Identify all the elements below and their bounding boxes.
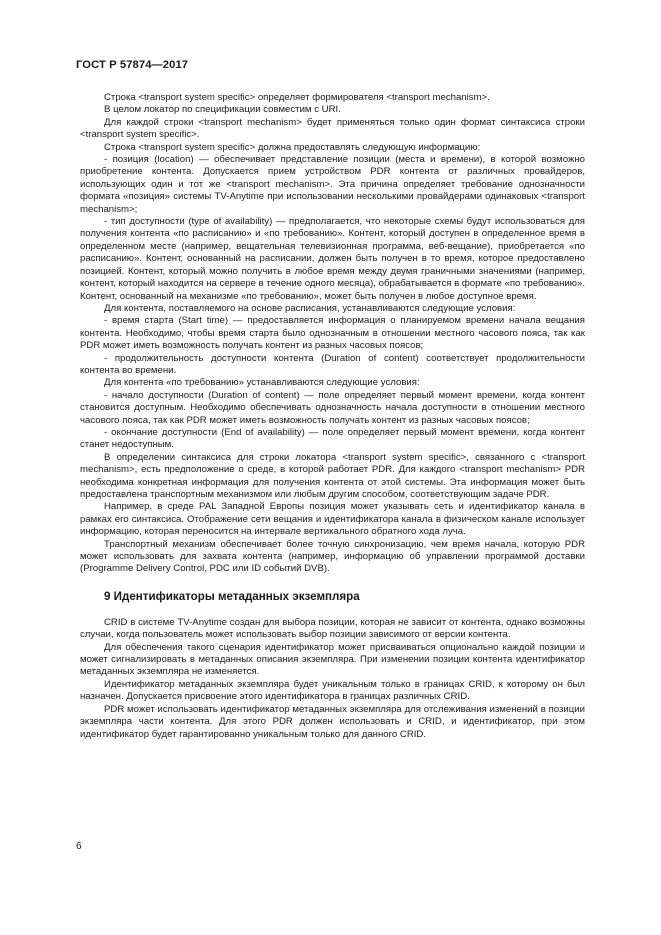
- paragraph: Идентификатор метаданных экземпляра будет уникальным только в границах CRID, к которому он был назначен. Допускается присвоение этого идентификатора в границах различных CRID.: [80, 678, 585, 703]
- list-item: - тип доступности (type of availability) — предполагается, что некоторые схемы будут использоваться для получения контента «по расписанию» и «по требованию». Контент, который доступен в определенное время в определенном месте (например, вещательная телевизионная программа, веб-вещание), приобретается «по расписанию». Контент, основанный на расписании, должен быть получен в то время, которое предоставлено позицией. Контент, который можно получить в любое время между двумя граничными значениями (например, контент, который находится на сервере в течение одного месяца), обрабатывается в формате «по требованию». Контент, основанный на механизме «по требованию», может быть получен в любое доступное время.: [80, 216, 585, 302]
- page-number: 6: [76, 841, 82, 852]
- paragraph: Для обеспечения такого сценария идентификатор может присваиваться опционально каждой позиции и может сигнализировать в метаданных описания экземпляра. При изменении позиции контента идентификатор метаданных экземпляра не изменяется.: [80, 641, 585, 678]
- standard-code-header: ГОСТ Р 57874—2017: [76, 59, 189, 71]
- list-item: - время старта (Start time) — предоставляется информация о планируемом времени начала вещания контента. Необходимо, чтобы время старта было однозначным в отношении местного часового пояса, так как PDR может иметь возможность получать контент из разных часовых поясов;: [80, 315, 585, 352]
- list-item: - окончание доступности (End of availability) — поле определяет первый момент времени, когда контент станет недоступным.: [80, 426, 585, 451]
- list-item: - позиция (location) — обеспечивает представление позиции (места и времени), в которой возможно приобретение контента. Допускается прием устройством PDR контента от различных провайдеров, использующих один и тот же <transport mechanism>. Эта причина определяет требование однозначности формата «позиция» системы TV-Anytime при использовании несколькими провайдерами одинаковых <transport mechanism>;: [80, 154, 585, 215]
- paragraph: Строка <transport system specific> должна предоставлять следующую информацию:: [104, 141, 481, 153]
- paragraph: Транспортный механизм обеспечивает более точную синхронизацию, чем время начала, которую PDR может использовать для захвата контента (например, информацию об управлении программой доставки (Programme Delivery Control, PDC или ID событий DVB).: [80, 538, 585, 575]
- paragraph: Например, в среде PAL Западной Европы позиция может указывать сеть и идентификатор канала в рамках его синтаксиса. Отображение сети вещания и идентификатора канала в физическом канале использует информацию, которая переносится на интервале вертикального обратного хода луча.: [80, 501, 585, 538]
- paragraph: В определении синтаксиса для строки локатора <transport system specific>, связанного с <transport mechanism>, есть предположение о среде, в которой работает PDR. Для каждого <transport mechanism> PDR необходима конкретная информация для получения контента от этой системы. Эта информация может быть предоставлена транспортным механизмом или любым другим способом, соответствующим задаче PDR.: [80, 451, 585, 500]
- list-item: - продолжительность доступности контента (Duration of content) соответствует продолжительности контента во времени.: [80, 352, 585, 376]
- paragraph: Для контента, поставляемого на основе расписания, устанавливаются следующие условия:: [104, 302, 516, 314]
- paragraph: Строка <transport system specific> определяет формирователя <transport mechanism>.: [104, 92, 490, 103]
- paragraph: Для каждой строки <transport mechanism> будет применяться только один формат синтаксиса строки <transport system specific>.: [80, 116, 585, 141]
- document-body: [80, 92, 585, 741]
- paragraph: В целом локатор по спецификации совместим с URI.: [104, 104, 341, 116]
- list-item: - начало доступности (Duration of content) — поле определяет первый момент времени, когда контент становится доступным. Необходимо обеспечивать однозначность начала доступности в отношении местного часового пояса, так как PDR может иметь возможность получать контент из разных часовых поясов;: [80, 389, 585, 426]
- paragraph: Для контента «по требованию» устанавливаются следующие условия:: [104, 377, 420, 389]
- paragraph: CRID в системе TV-Anytime создан для выбора позиции, которая не зависит от контента, однако возможны случаи, когда пользователь может использовать выбор позиции зависимого от версии контента.: [80, 616, 585, 641]
- section-heading: 9 Идентификаторы метаданных экземпляра: [104, 589, 360, 603]
- paragraph: PDR может использовать идентификатор метаданных экземпляра для отслеживания изменений в позиции экземпляра части контента. Для этого PDR должен использовать и CRID, и идентификатор, при этом идентификатор будет гарантированно уникальным только для данного CRID.: [80, 703, 585, 740]
